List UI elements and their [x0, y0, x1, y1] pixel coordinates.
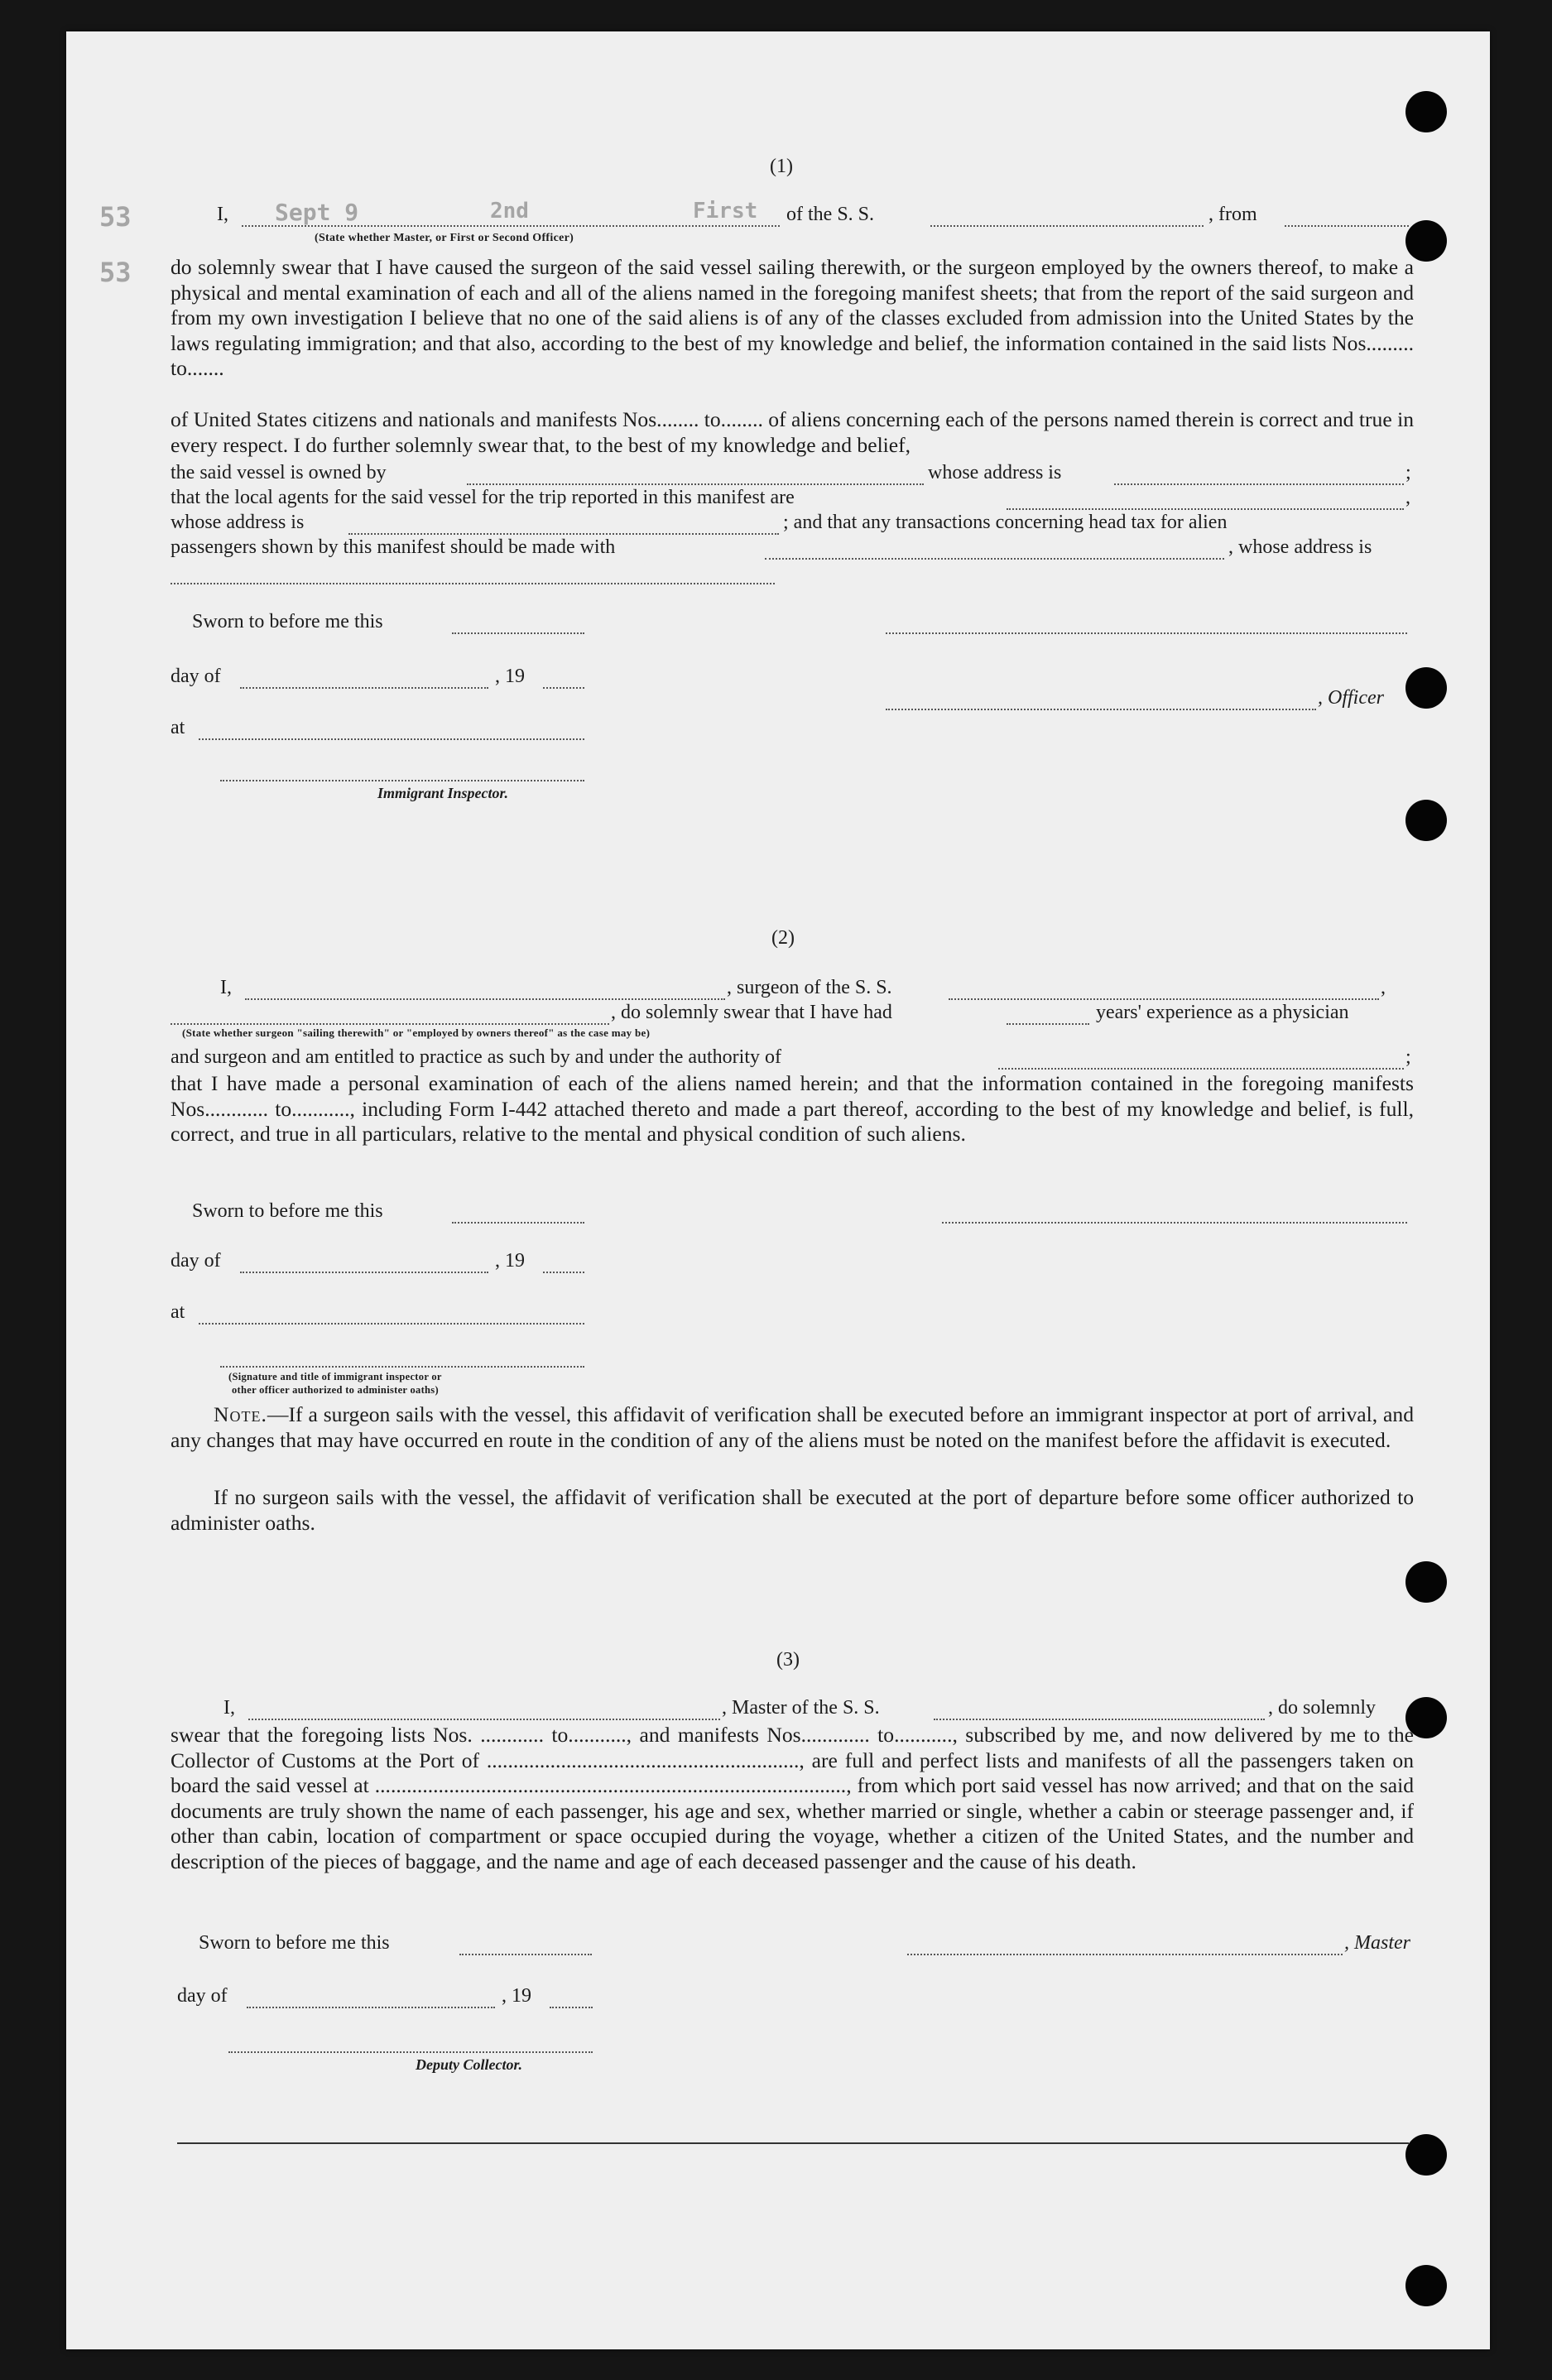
stamp-date: Sept 9 [275, 199, 359, 226]
nineteen: , 19 [502, 1985, 531, 2007]
sworn-day-blank [459, 1954, 592, 1955]
signature-caption-2: other officer authorized to administer oaths) [232, 1384, 439, 1396]
sworn-day-blank [452, 1222, 584, 1224]
surgeon-type-blank [171, 1023, 609, 1025]
day-of-label: day of [171, 666, 221, 687]
manifest-affidavit-page [66, 31, 1490, 2349]
owner-address-blank [1114, 483, 1404, 485]
whose-address-label-2: whose address is [171, 512, 305, 533]
officer-label [1318, 687, 1384, 709]
inspector-signature-blank [220, 780, 584, 781]
signature-caption-1: (Signature and title of immigrant inspector or [228, 1371, 442, 1382]
officer-signature-blank [886, 709, 1316, 710]
officer-text: , Officer [1318, 687, 1384, 709]
day-of-blank [247, 2007, 495, 2008]
years-blank [1007, 1023, 1089, 1025]
authority-label: and surgeon and am entitled to practice as such by and under the authority of [171, 1046, 781, 1068]
whose-address-end-label: , whose address is [1228, 536, 1372, 558]
sworn-line-2 [192, 1200, 383, 1223]
note-paragraph-2: If no surgeon sails with the vessel, the affidavit of verification shall be executed at the port of departure before some officer authorized to administer oaths. [171, 1485, 1414, 1535]
comma: , [1381, 977, 1386, 998]
punch-hole [1405, 2265, 1447, 2306]
day-of-line-1 [171, 666, 221, 688]
solemnly-swear-label: , do solemnly swear that I have had [611, 1002, 892, 1023]
agents-blank [1007, 508, 1404, 510]
margin-number: 53 [99, 257, 132, 288]
surgeon-name-blank [245, 998, 725, 1000]
of-the-ss: of the S. S. [786, 204, 875, 225]
oath-i: I, [217, 204, 228, 225]
master-name-blank [248, 1719, 720, 1720]
punch-hole [1405, 1561, 1447, 1603]
punch-hole [1405, 667, 1447, 709]
oath-paragraph-1b: of United States citizens and nationals and manifests Nos........ to........ of aliens concerning each of the persons named therein is correct and true in every respect. I do further solemnly swear that, to the best of my knowledge and belief, [171, 407, 1414, 457]
surgeon-i: I, [220, 977, 232, 998]
head-tax-blank [765, 558, 1224, 560]
head-tax-address-blank [171, 583, 775, 584]
passengers-label: passengers shown by this manifest should be made with [171, 536, 616, 558]
agents-label: that the local agents for the said vessel for the trip reported in this manifest are [171, 487, 795, 508]
master-paragraph: swear that the foregoing lists Nos. ............ to..........., and manifests Nos............. to..........., subscribed by me, and now delivered by me to the Collector of Customs at the Port of ..........................................................., are full and perfect lists and manifests of all the passengers taken on board the said vessel at ........................................................................................., from which port said vessel has now arrived; and that on the said documents are truly shown the name of each passenger, his age and sex, whether married or single, whether a cabin or steerage passenger and, if other than cabin, location of compartment or space occupied during the voyage, whether a citizen of the United States, and the number and description of the pieces of baggage, and the name and age of each deceased passenger and the cause of his death. [171, 1723, 1414, 1873]
master-label [1344, 1932, 1410, 1954]
sworn-label: Sworn to before me this [199, 1932, 390, 1954]
deputy-signature-blank [228, 2051, 593, 2053]
master-vessel-blank [934, 1719, 1265, 1720]
at-blank [199, 1323, 584, 1325]
stamp-first: First [693, 199, 758, 224]
at-line-2 [171, 1301, 185, 1324]
oath-paragraph-1: do solemnly swear that I have caused the surgeon of the said vessel sailing therewith, or the surgeon employed by the owners thereof, to make a physical and mental examination of each and all of the aliens named in the foregoing manifest sheets; that from the report of the said surgeon and from my own investigation I believe that no one of the said aliens is of any of the classes excluded from admission into the United States by the laws regulating immigration; and that also, according to the best of my knowledge and belief, the information contained in the said lists Nos......... to....... [171, 255, 1414, 381]
day-of-label: day of [171, 1250, 221, 1272]
master-of-label: , Master of the S. S. [722, 1697, 880, 1719]
section-number: (1) [770, 156, 793, 177]
surgeon-caption: (State whether surgeon "sailing therewith" or "employed by owners thereof" as the case may be) [182, 1027, 651, 1039]
year-blank [543, 1272, 584, 1273]
margin-number: 53 [99, 201, 132, 233]
deputy-collector-caption: Deputy Collector. [416, 2056, 522, 2073]
day-of-line-3 [177, 1985, 228, 2007]
at-label: at [171, 717, 185, 738]
do-solemnly-label: , do solemnly [1268, 1697, 1376, 1719]
authority-blank [998, 1068, 1404, 1070]
officer-signature-blank-top [886, 632, 1407, 634]
years-label: years' experience as a physician [1096, 1002, 1349, 1023]
sworn-label: Sworn to before me this [192, 1200, 383, 1222]
surgeon-vessel-blank [949, 998, 1379, 1000]
from-blank [1285, 225, 1409, 227]
day-of-blank [240, 687, 488, 689]
year-blank [543, 687, 584, 689]
semicolon: ; [1405, 1046, 1411, 1068]
surgeon-signature-blank [942, 1222, 1407, 1224]
day-of-blank [240, 1272, 488, 1273]
vessel-blank [930, 225, 1204, 227]
at-line-1 [171, 717, 185, 739]
surgeon-paragraph: that I have made a personal examination of each of the aliens named herein; and that the information contained in the foregoing manifests Nos............ to..........., including Form I-442 attached thereto and made a part thereof, according to the best of my knowledge and belief, is full, correct, and true in all particulars, relative to the mental and physical condition of such aliens. [171, 1071, 1414, 1147]
from-label: , from [1208, 204, 1257, 225]
section-number: (3) [776, 1649, 800, 1671]
note-label: Note. [214, 1402, 267, 1426]
note-paragraph [171, 1402, 1414, 1482]
agents-address-blank [348, 533, 779, 535]
note-text: —If a surgeon sails with the vessel, this affidavit of verification shall be executed before an immigrant inspector at port of arrival, and any changes that may have occurred en route in the condition of any of the aliens must be noted on the manifest before the affidavit is executed. [171, 1402, 1414, 1452]
day-of-label: day of [177, 1985, 228, 2007]
punch-hole [1405, 91, 1447, 132]
sworn-line-1 [192, 611, 383, 633]
year-blank [550, 2007, 593, 2008]
owner-blank [467, 483, 924, 485]
rank-caption: (State whether Master, or First or Second Officer) [315, 232, 574, 244]
inspector-signature-blank [220, 1366, 584, 1368]
master-signature-blank [907, 1954, 1343, 1955]
at-blank [199, 738, 584, 740]
head-tax-label: ; and that any transactions concerning head tax for alien [783, 512, 1228, 533]
nineteen: , 19 [495, 1250, 525, 1272]
punch-hole [1405, 2134, 1447, 2176]
day-of-line-2 [171, 1250, 221, 1272]
owned-by-label: the said vessel is owned by [171, 462, 387, 483]
sworn-line-3 [199, 1932, 390, 1954]
whose-address-label: whose address is [928, 462, 1062, 483]
sworn-label: Sworn to before me this [192, 611, 383, 632]
bottom-rule [177, 2142, 1409, 2144]
master-i: I, [223, 1697, 235, 1719]
punch-hole [1405, 800, 1447, 841]
stamp-rank: 2nd [490, 199, 529, 224]
at-label: at [171, 1301, 185, 1323]
semicolon: ; [1405, 462, 1411, 483]
immigrant-inspector-caption: Immigrant Inspector. [377, 785, 509, 801]
master-text: , Master [1344, 1932, 1410, 1954]
surgeon-of-label: , surgeon of the S. S. [727, 977, 892, 998]
section-number: (2) [771, 927, 795, 949]
comma: , [1405, 487, 1410, 508]
nineteen: , 19 [495, 666, 525, 687]
sworn-day-blank [452, 632, 584, 634]
